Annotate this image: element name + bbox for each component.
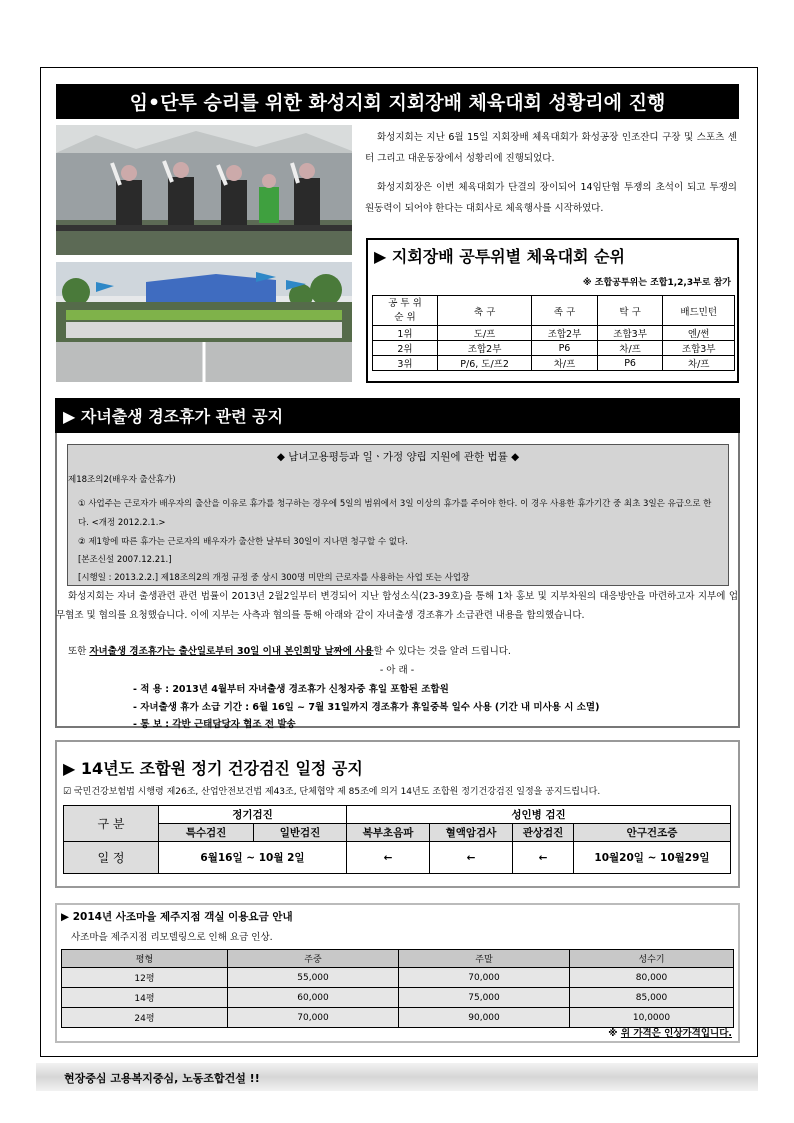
event-photo-1 (56, 125, 352, 255)
table-cell: 도/프 (438, 326, 532, 341)
room-rate-table (61, 949, 734, 1028)
section4-box (55, 903, 740, 1043)
rate-cell: 80,000 (570, 968, 734, 988)
section2-body-1: 화성지회는 자녀 출생관련 관련 법률이 2013년 2월2일부터 변경되어 지난 합성소식(23-39호)을 통해 1차 홍보 및 지부차원의 대응방안을 마련하고자 지부에 업무협조 및 협의를 요청했습니다. 이에 지부는 사측과 협의를 통해 아래와 같이 자녀출생 경조휴가 소급관련 내용을 합의했습니다. (56, 591, 738, 621)
law-paragraph-3: [본조신설 2007.12.21.] (78, 555, 172, 565)
event-photo-2 (56, 262, 352, 382)
rank-cell: 1위 (373, 326, 438, 341)
law-paragraph-2: ② 제1항에 따른 휴가는 근로자의 배우자가 출산한 날부터 30일이 지나면 청구할 수 없다. (78, 537, 408, 547)
rate-header: 주중 (228, 950, 399, 968)
section2-title-bar (55, 398, 740, 433)
ranking-title: ▶ 지회장배 공투위별 체육대회 순위 (374, 247, 625, 266)
rank-cell: 2위 (373, 341, 438, 356)
rate-header: 평형 (62, 950, 228, 968)
col-header: 족 구 (532, 296, 598, 326)
body2-suffix: 할 수 있다는 것을 알려 드립니다. (373, 646, 511, 657)
body2-underlined: 자녀출생 경조휴가는 출산일로부터 30일 이내 본인희망 날짜에 사용 (89, 646, 374, 657)
footer-slogan: 현장중심 고용복지중심, 노동조합건설 !! (64, 1072, 260, 1085)
corner-bottom: 순 위 (394, 311, 416, 323)
rate-cell: 24평 (62, 1008, 228, 1028)
checkup-sub-header: 복부초음파 (347, 824, 430, 842)
checkup-cell: 10월20일 ~ 10월29일 (574, 842, 731, 874)
table-cell: 차/프 (663, 356, 735, 371)
notice-head: - 아 래 - (379, 665, 415, 676)
section1-paragraph-1 (365, 127, 737, 169)
checkup-sub-header: 혈액암검사 (430, 824, 513, 842)
rate-cell: 12평 (62, 968, 228, 988)
checkup-table (63, 805, 731, 874)
col-header: 배드민턴 (663, 296, 735, 326)
section1-title: 임•단투 승리를 위한 화성지회 지회장배 체육대회 성황리에 진행 (129, 92, 666, 114)
checkup-group-adult: 성인병 검진 (347, 806, 731, 824)
checkup-row-label: 일 정 (64, 842, 159, 874)
notice-item-3: - 통 보 : 각반 근태담당자 협조 전 발송 (133, 719, 296, 730)
rate-cell: 70,000 (399, 968, 570, 988)
checkup-sub-header: 안구건조증 (574, 824, 731, 842)
table-cell: 조합2부 (532, 326, 598, 341)
section4-title: ▶ 2014년 사조마을 제주지점 객실 이용요금 안내 (61, 911, 293, 923)
photo-1-illustration (56, 125, 352, 255)
rate-cell: 14평 (62, 988, 228, 1008)
checkup-cell: ← (347, 842, 430, 874)
col-header: 탁 구 (597, 296, 663, 326)
law-paragraph-1: ① 사업주는 근로자가 배우자의 출산을 이유로 휴가를 청구하는 경우에 5일의 범위에서 3일 이상의 휴가를 주어야 한다. 이 경우 사용한 휴가기간 중 최초 3일은 유급으로 한다. <개정 2012.2.1.> (78, 499, 712, 528)
section3-title: ▶ 14년도 조합원 정기 건강검진 일정 공지 (63, 759, 363, 778)
table-cell: 조합3부 (663, 341, 735, 356)
rank-cell: 3위 (373, 356, 438, 371)
section4-subtitle: 사조마을 제주지점 리모델링으로 인해 요금 인상. (71, 932, 273, 943)
table-cell: P6 (532, 341, 598, 356)
rate-cell: 85,000 (570, 988, 734, 1008)
law-title: ◆ 남녀고용평등과 일ㆍ가정 양립 지원에 관한 법률 ◆ (276, 451, 520, 463)
checkup-cell: ← (430, 842, 513, 874)
rate-cell: 75,000 (399, 988, 570, 1008)
notice-item-2: - 자녀출생 휴가 소급 기간 : 6월 16일 ~ 7월 31일까지 경조휴가 휴일중복 일수 사용 (기간 내 미사용 시 소멸) (133, 702, 600, 713)
col-header: 축 구 (438, 296, 532, 326)
rate-cell: 10,0000 (570, 1008, 734, 1028)
checkup-sub-header: 일반검진 (254, 824, 347, 842)
rate-cell: 70,000 (228, 1008, 399, 1028)
rate-header: 주말 (399, 950, 570, 968)
section2-title: ▶ 자녀출생 경조휴가 관련 공지 (63, 407, 284, 426)
rate-cell: 55,000 (228, 968, 399, 988)
table-cell: P/6, 도/프2 (438, 356, 532, 371)
body2-prefix: 또한 (68, 646, 90, 657)
rate-note-mark: ※ (608, 1028, 618, 1039)
table-cell: P6 (597, 356, 663, 371)
section3-box (55, 740, 740, 888)
law-paragraph-4: [시행일 : 2013.2.2.] 제18조의2의 개정 규정 중 상시 300명 미만의 근로자를 사용하는 사업 또는 사업장 (78, 573, 470, 583)
ranking-corner-cell (373, 296, 438, 326)
notice-item-1: - 적 용 : 2013년 4월부터 자녀출생 경조휴가 신청자중 휴일 포함된 조합원 (133, 684, 449, 695)
section1-title-bar (56, 84, 739, 119)
section2-body-2 (68, 643, 738, 657)
ranking-box (366, 238, 739, 383)
checkup-cell: ← (513, 842, 574, 874)
ranking-note: ※ 조합공투위는 조합1,2,3부로 참가 (582, 278, 731, 288)
rate-cell: 90,000 (399, 1008, 570, 1028)
checkup-group-regular: 정기검진 (159, 806, 347, 824)
rate-cell: 60,000 (228, 988, 399, 1008)
checkup-cell: 6월16일 ~ 10월 2일 (159, 842, 347, 874)
table-cell: 조합2부 (438, 341, 532, 356)
ranking-table (372, 295, 735, 371)
table-cell: 차/프 (597, 341, 663, 356)
table-cell: 차/프 (532, 356, 598, 371)
rate-note-text: 위 가격은 인상가격입니다. (620, 1028, 732, 1039)
corner-top: 공 투 위 (388, 297, 422, 309)
rate-header: 성수기 (570, 950, 734, 968)
checkup-gubun-header: 구 분 (64, 806, 159, 842)
section1-para2-text: 화성지회장은 이번 체육대회가 단결의 장이되어 14임단협 투쟁의 초석이 되고 투쟁의 원동력이 되어야 한다는 대회사로 체육행사를 시작하였다. (365, 182, 737, 214)
section1-para1-text: 화성지회는 지난 6월 15일 지회장배 체육대회가 화성공장 인조잔디 구장 및 스포츠 센터 그리고 대운동장에서 성황리에 진행되었다. (365, 132, 737, 164)
law-box (67, 444, 729, 586)
table-cell: 엔/썬 (663, 326, 735, 341)
section1-paragraph-2 (365, 177, 737, 219)
checkup-sub-header: 관상검진 (513, 824, 574, 842)
section3-notice: ☑ 국민건강보험법 시행령 제26조, 산업안전보건법 제43조, 단체협약 제 85조에 의거 14년도 조합원 정기건강검진 일정을 공지드립니다. (63, 787, 601, 797)
footer-bar (36, 1063, 758, 1091)
rate-note (608, 1025, 732, 1039)
photo-2-illustration (56, 262, 352, 382)
law-article: 제18조의2(배우자 출산휴가) (68, 475, 176, 485)
table-cell: 조합3부 (597, 326, 663, 341)
checkup-sub-header: 특수검진 (159, 824, 254, 842)
